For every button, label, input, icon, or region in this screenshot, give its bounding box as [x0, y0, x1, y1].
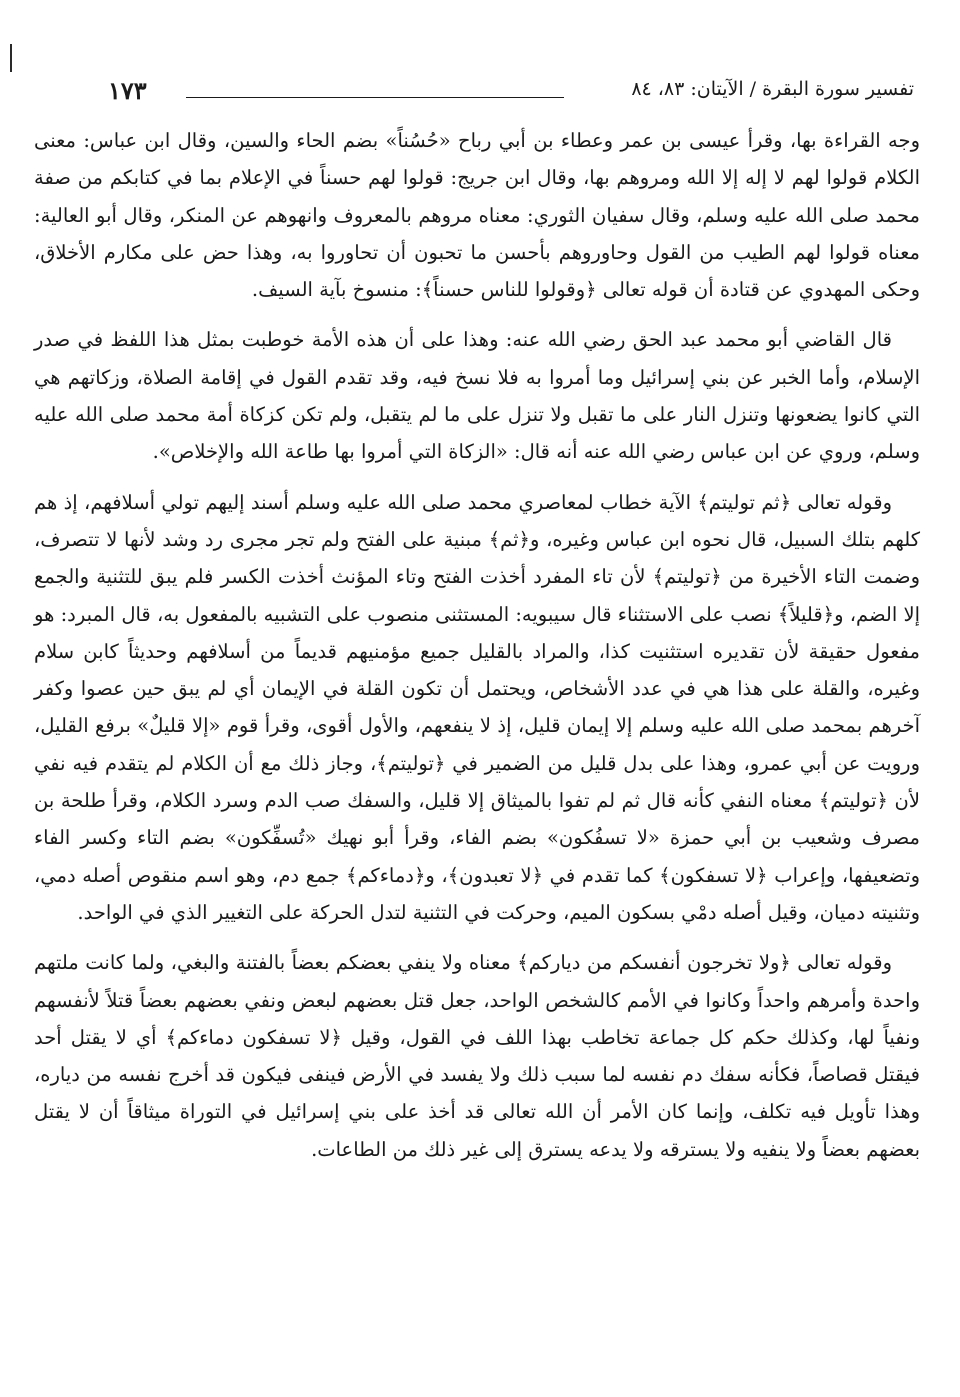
- paragraph: قال القاضي أبو محمد عبد الحق رضي الله عنه: وهذا على أن هذه الأمة خوطبت بمثل هذا اللفظ في صدر الإسلام، وأما الخبر عن بني إسرائيل وما أمروا به فلا نسخ فيه، وقد تقدم القول في إقامة الصلاة، وزكاتهم هي التي كانوا يضعونها وتنزل النار على ما تقبل ولا تنزل على ما لم يتقبل، ولم تكن كزكاة أمة محمد صلى الله عليه وسلم، وروي عن ابن عباس رضي الله عنه أنه قال: «الزكاة التي أمروا بها طاعة الله والإخلاص».: [34, 328, 920, 464]
- header-rule: [186, 97, 564, 98]
- scan-gutter-mark: [10, 44, 12, 72]
- paragraph: وقوله تعالى ﴿ولا تخرجون أنفسكم من دياركم﴾ معناه ولا ينفي بعضكم بعضاً بالفتنة والبغي، ولما كانت ملتهم واحدة وأمرهم واحداً وكانوا في الأمم كالشخص الواحد، جعل قتل بعضهم لبعض ونفي بعضهم بعضاً قتلاً لأنفسهم ونفياً لها، وكذلك حكم كل جماعة تخاطب بهذا اللف في القول، وقيل ﴿لا تسفكون دماءكم﴾ أي لا يقتل أحد فيقتل قصاصاً، فكأنه سفك دم نفسه لما سبب ذلك ولا يفسد في الأرض فينفى فيكون قد أخرج نفسه من دياره، وهذا تأويل فيه تكلف، وإنما كان الأمر أن الله تعالى قد أخذ على بني إسرائيل في التوراة ميثاقاً أن لا يقتل بعضهم بعضاً ولا ينفيه ولا يسترقه ولا يدعه يسترق إلى غير ذلك من الطاعات.: [34, 951, 920, 1161]
- page-number: ١٧٣: [108, 76, 147, 105]
- page-header: [108, 76, 914, 112]
- paragraph: وجه القراءة بها، وقرأ عيسى بن عمر وعطاء بن أبي رباح «حُسُناً» بضم الحاء والسين، وقال ابن عباس: معنى الكلام قولوا لهم لا إله إلا الله ومروهم بها، وقال ابن جريج: قولوا لهم حسناً في الإعلام بما في كتابكم من صفة محمد صلى الله عليه وسلم، وقال سفيان الثوري: معناه مروهم بالمعروف وانهوهم عن المنكر، وقال أبو العالية: معناه قولوا لهم الطيب من القول وحاوروهم بأحسن ما تحبون أن تحاوروا به، وهذا حض على مكارم الأخلاق، وحكى المهدوي عن قتادة أن قوله تعالى ﴿وقولوا للناس حسناً﴾: منسوخ بآية السيف.: [34, 129, 920, 302]
- running-title: تفسير سورة البقرة / الآيتان: ٨٣، ٨٤: [631, 78, 914, 100]
- paragraph: وقوله تعالى ﴿ثم توليتم﴾ الآية خطاب لمعاصري محمد صلى الله عليه وسلم أسند إليهم تولي أسلافهم، إذ هم كلهم بتلك السبيل، قال نحوه ابن عباس وغيره، و﴿ثم﴾ مبنية على الفتح ولم تجر مجرى رد وشد لأنها لا تتصرف، وضمت التاء الأخيرة من ﴿توليتم﴾ لأن تاء المفرد أخذت الفتح وتاء المؤنث أخذت الكسر فلم يبق للتثنية والجمع إلا الضم، و﴿قليلاً﴾ نصب على الاستثناء قال سيبويه: المستثنى منصوب على التشبيه بالمفعول به، قال المبرد: هو مفعول حقيقة لأن تقديره استثنيت كذا، والمراد بالقليل جميع مؤمنيهم قديماً من أسلافهم وحديثاً كابن سلام وغيره، والقلة على هذا هي في عدد الأشخاص، ويحتمل أن تكون القلة في الإيمان أي لم يبق حين عصوا وكفر آخرهم بمحمد صلى الله عليه وسلم إلا إيمان قليل، إذ لا ينفعهم، والأول أقوى، وقرأ قوم «إلا قليلٌ» برفع القليل، ورويت عن أبي عمرو، وهذا على بدل قليل من الضمير في ﴿توليتم﴾، وجاز ذلك مع أن الكلام لم يتقدم فيه نفي لأن ﴿توليتم﴾ معناه النفي كأنه قال ثم لم تفوا بالميثاق إلا قليل، والسفك صب الدم وسرد الكلام، وقرأ طلحة بن مصرف وشعيب بن أبي حمزة «لا تسفُكون» بضم الفاء، وقرأ أبو نهيك «تُسفِّكون» بضم التاء وكسر الفاء وتضعيفها، وإعراب ﴿لا تسفكون﴾ كما تقدم في ﴿لا تعبدون﴾، و﴿دماءكم﴾ جمع دم، وهو اسم منقوص أصله دمي، وتثنيته دميان، وقيل أصله دمْي بسكون الميم، وحركت في التثنية لتدل الحركة على التغيير الذي في الواحد.: [34, 490, 920, 924]
- body-text: [34, 122, 920, 1168]
